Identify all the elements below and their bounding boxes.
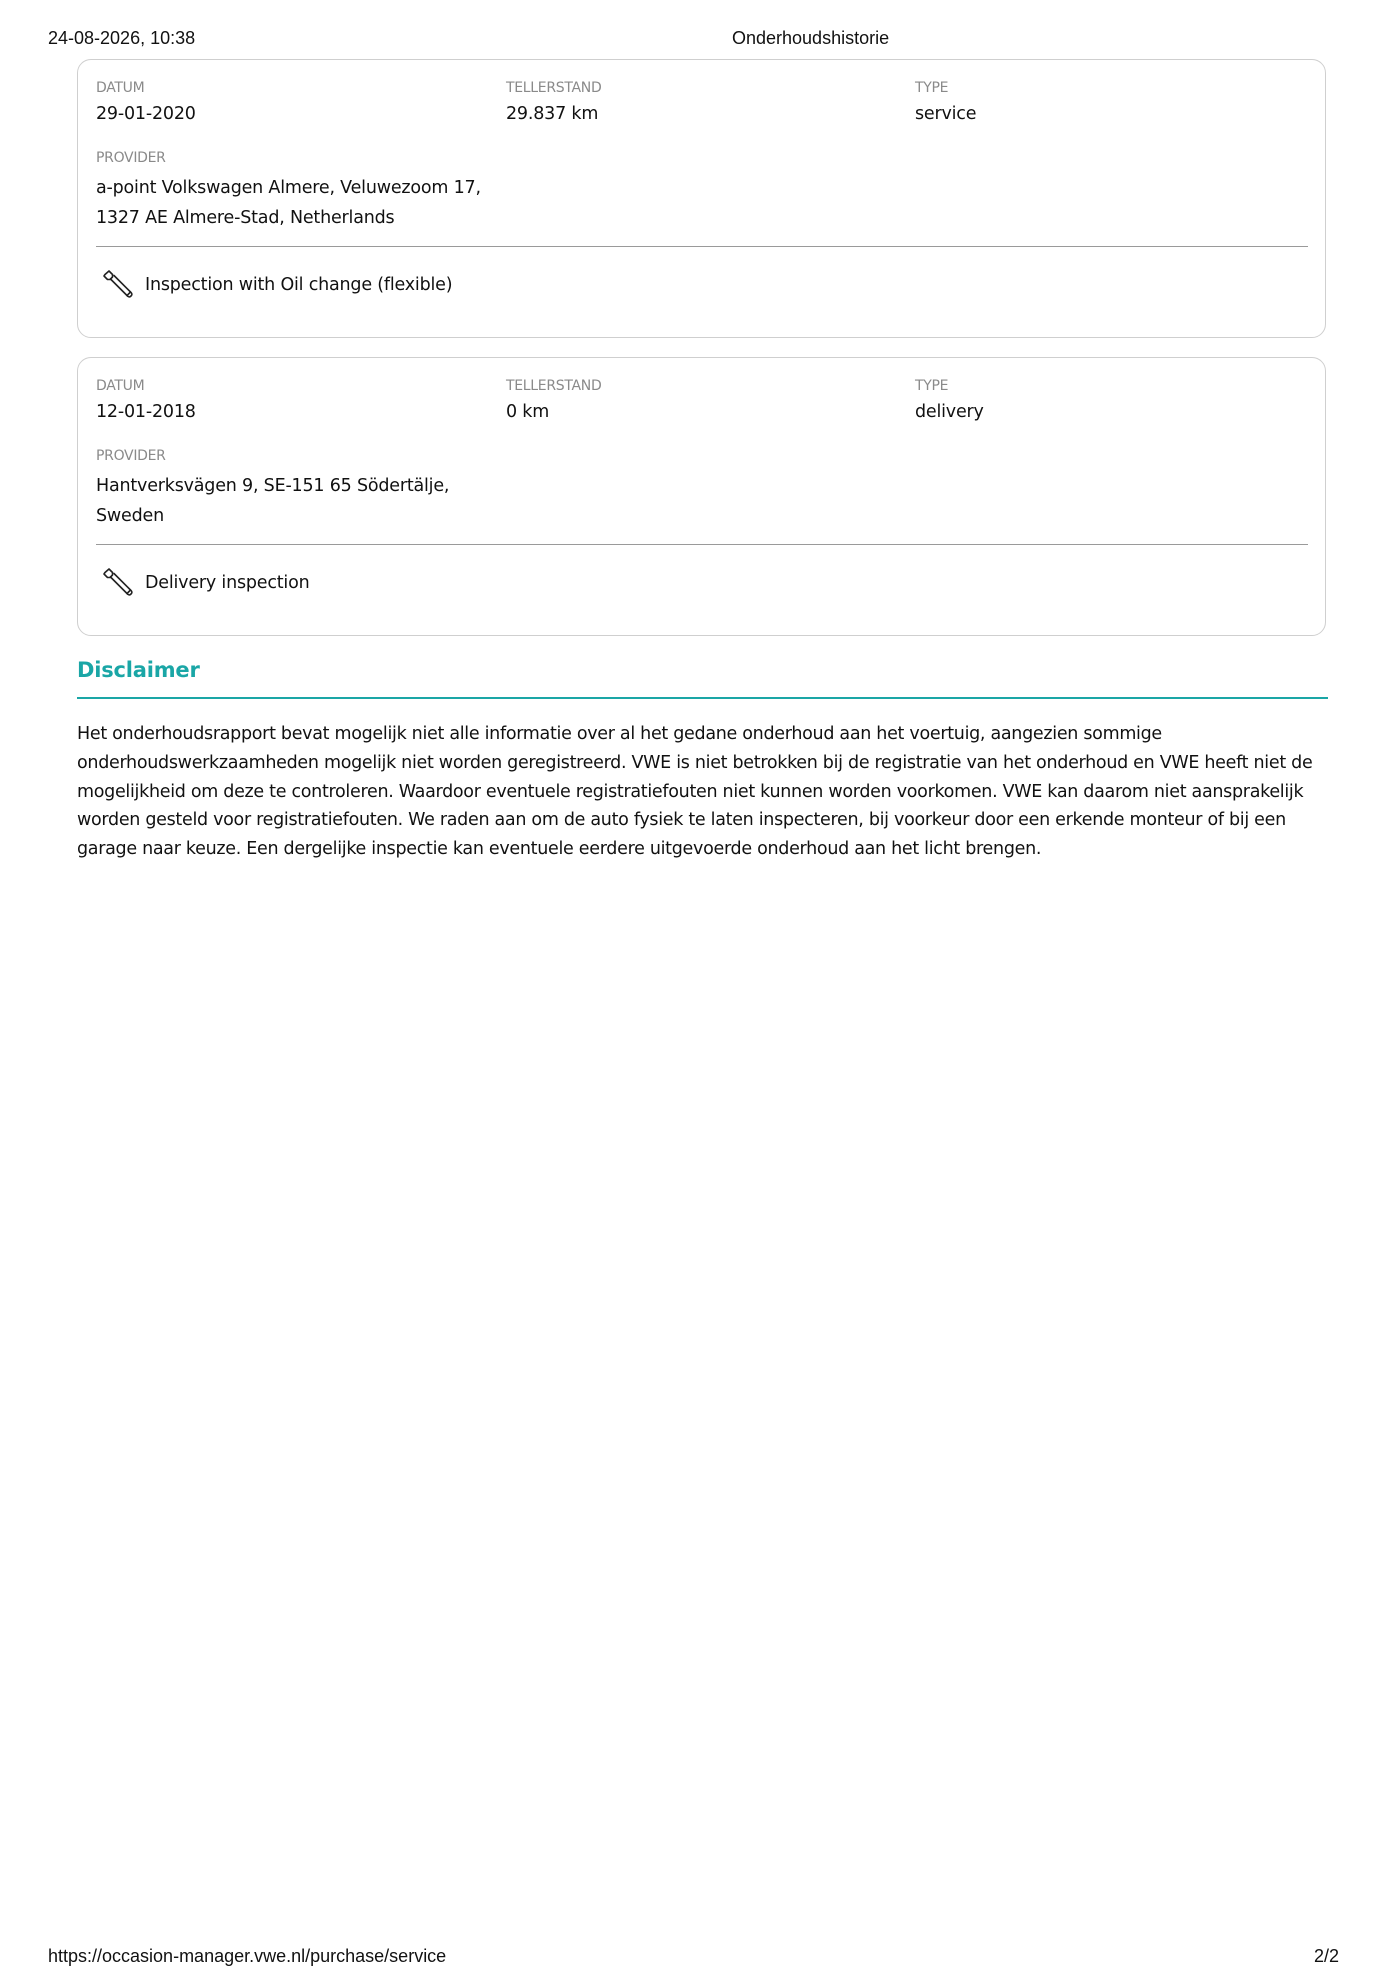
type-value: delivery xyxy=(915,402,984,422)
odometer-label: TELLERSTAND xyxy=(506,378,602,394)
document-title: Onderhoudshistorie xyxy=(732,28,890,48)
service-item xyxy=(100,565,310,601)
date-label: DATUM xyxy=(96,80,145,96)
type-value: service xyxy=(915,104,977,124)
provider-label: PROVIDER xyxy=(96,448,166,464)
print-footer xyxy=(48,1946,1352,1970)
card-divider xyxy=(96,246,1308,247)
service-description: Inspection with Oil change (flexible) xyxy=(145,275,453,295)
service-item xyxy=(100,267,452,303)
service-record-card xyxy=(77,59,1326,338)
odometer-value: 0 km xyxy=(506,402,550,422)
date-value: 12-01-2018 xyxy=(96,402,196,422)
disclaimer-heading: Disclaimer xyxy=(77,658,200,682)
print-datetime: 24-08-2026, 10:38 xyxy=(48,28,196,48)
type-label: TYPE xyxy=(915,80,949,96)
provider-label: PROVIDER xyxy=(96,150,166,166)
odometer-value: 29.837 km xyxy=(506,104,599,124)
service-description: Delivery inspection xyxy=(145,573,310,593)
wrench-icon xyxy=(100,268,134,302)
date-value: 29-01-2020 xyxy=(96,104,196,124)
page-url: https://occasion-manager.vwe.nl/purchase/service xyxy=(48,1946,447,1966)
type-label: TYPE xyxy=(915,378,949,394)
wrench-icon xyxy=(100,566,134,600)
disclaimer-text: Het onderhoudsrapport bevat mogelijk niet alle informatie over al het gedane onderhoud aan het voertuig, aangezien sommige onderhoudswerkzaamheden mogelijk niet worden geregistreerd. VWE is niet betrokken bij de registratie van het onderhoud en VWE heeft niet de mogelijkheid om deze te controleren. Waardoor eventuele registratiefouten niet kunnen worden voorkomen. VWE kan daarom niet aansprakelijk worden gesteld voor registratiefouten. We raden aan om de auto fysiek te laten inspecteren, bij voorkeur door een erkende monteur of bij een garage naar keuze. Een dergelijke inspectie kan eventuele eerdere uitgevoerde onderhoud aan het licht brengen. xyxy=(77,724,1313,860)
page-number: 2/2 xyxy=(1313,1946,1339,1966)
service-record-card xyxy=(77,357,1326,636)
disclaimer-divider xyxy=(77,697,1328,699)
card-divider xyxy=(96,544,1308,545)
print-header xyxy=(48,28,1352,52)
provider-value: Hantverksvägen 9, SE-151 65 Södertälje, Sweden xyxy=(96,476,450,526)
odometer-label: TELLERSTAND xyxy=(506,80,602,96)
date-label: DATUM xyxy=(96,378,145,394)
provider-value: a-point Volkswagen Almere, Veluwezoom 17, 1327 AE Almere-Stad, Netherlands xyxy=(96,178,481,228)
